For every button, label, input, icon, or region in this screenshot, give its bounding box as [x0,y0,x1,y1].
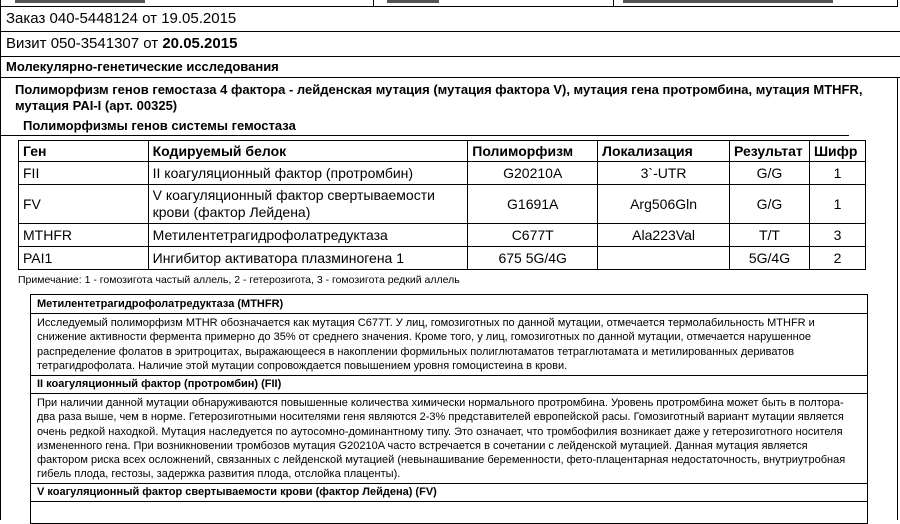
comment-text [31,502,867,506]
order-number: 040-5448124 [49,10,138,27]
order-from: от [142,10,158,27]
cell-gene: PAI1 [19,247,149,270]
table-header-row [19,141,866,162]
cell-gene: FII [19,162,149,185]
cell-gene: MTHFR [19,224,149,247]
cell-localization: 3`-UTR [598,162,730,185]
visit-label: Визит [6,35,47,52]
order-date: 19.05.2015 [161,10,237,27]
cell-localization: Ala223Val [598,224,730,247]
comment-text: Исследуемый полиморфизм MTHR обозначается как мутация С677Т. У лиц, гомозиготных по данной мутации, отмечается термолабильность MTHFR и снижение активности фермента примерно до 35% от среднего значения. Кроме того, у лиц, гомозиготных по данной мутации, отмечается нарушенное распределение фолатов в эритроцитах, выражающееся в накоплении формильных полиглютаматов тетраглютамата и метилированных дериватов тетрагидрофолата. Наличие этой мутации сопровождается повышением уровня гомоцистеина в крови. [37,317,815,372]
comment-title: II коагуляционный фактор (протромбин) (FII) [31,375,867,394]
table-row [19,224,866,247]
table-row [19,162,866,185]
comment-fii [30,375,868,484]
cell-polymorphism: 675 5G/4G [468,247,598,270]
header-gene: Ген [19,141,149,162]
order-label: Заказ [6,10,46,27]
cell-code: 1 [809,185,865,224]
section-title: Молекулярно-генетические исследования [0,57,900,78]
comment-title: Метилентетрагидрофолатредуктаза (MTHFR) [31,295,867,314]
cell-polymorphism: G1691A [468,185,598,224]
table-row [19,247,866,270]
header-polymorphism: Полиморфизм [468,141,598,162]
test-title: Полиморфизм генов гемостаза 4 фактора - лейденская мутация (мутация фактора V), мутация гена протромбина, мутация MTHFR, мутация PAI-I (арт. 00325) [15,82,863,113]
cell-result: 5G/4G [729,247,809,270]
visit-row [0,32,900,57]
cell-protein: II коагуляционный фактор (протромбин) [148,162,468,185]
top-border-stub [0,0,898,7]
visit-from: от [143,35,159,52]
visit-number: 050-3541307 [50,35,140,52]
cell-localization [598,247,730,270]
header-result: Результат [729,141,809,162]
cut-text-remnant [15,0,145,3]
cell-protein: Ингибитор активатора плазминогена 1 [148,247,468,270]
header-protein: Кодируемый белок [148,141,468,162]
comment-title: V коагуляционный фактор свертываемости крови (фактор Лейдена) (FV) [31,483,867,502]
table-note: Примечание: 1 - гомозигота частый аллель, 2 - гетерозигота, 3 - гомозигота редкий аллель [18,274,460,286]
header-code: Шифр [809,141,865,162]
comment-fv [30,483,868,524]
table-row [19,185,866,224]
order-row [0,7,900,32]
cell-code: 1 [809,162,865,185]
cell-polymorphism: C677T [468,224,598,247]
cell-protein: V коагуляционный фактор свертываемости крови (фактор Лейдена) [148,185,468,224]
cell-localization: Arg506Gln [598,185,730,224]
comment-mthfr [30,294,868,376]
cell-protein: Метилентетрагидрофолатредуктаза [148,224,468,247]
cell-code: 3 [809,224,865,247]
column-divider [613,0,614,6]
cell-code: 2 [809,247,865,270]
visit-date: 20.05.2015 [162,35,238,52]
cell-gene: FV [19,185,149,224]
column-divider [373,0,374,6]
table-title: Полиморфизмы генов системы гемостаза [1,118,849,136]
cell-result: G/G [729,185,809,224]
cell-result: T/T [729,224,809,247]
cell-result: G/G [729,162,809,185]
comment-text: При наличии данной мутации обнаруживаются повышенные количества химически нормального протромбина. Уровень протромбина может быть в полтора-два раза выше, чем в норме. Гетерозиготными носителями геня являются 2-3% представителей европейской расы. Гомозиготный вариант мутации является очень редкой находкой. Мутация наследуется по аутосомно-доминантному типу. Это означает, что тромбофилия возникает даже у гетерозиготного носителя измененного гена. При возникновении тромбозов мутация G20210A часто встречается в сочетании с лейденской мутацией. Данная мутация является фактором риска всех осложнений, связанных с лейденской мутацией (невынашивание беременности, фето-плацентарная недостаточность, внутриутробная гибель плода, гестозы, задержка развития плода, отслойка плаценты). [37,397,846,481]
cell-polymorphism: G20210A [468,162,598,185]
header-localization: Локализация [598,141,730,162]
cut-text-remnant [387,0,439,3]
cut-text-remnant [623,0,833,3]
genes-table [18,140,866,270]
